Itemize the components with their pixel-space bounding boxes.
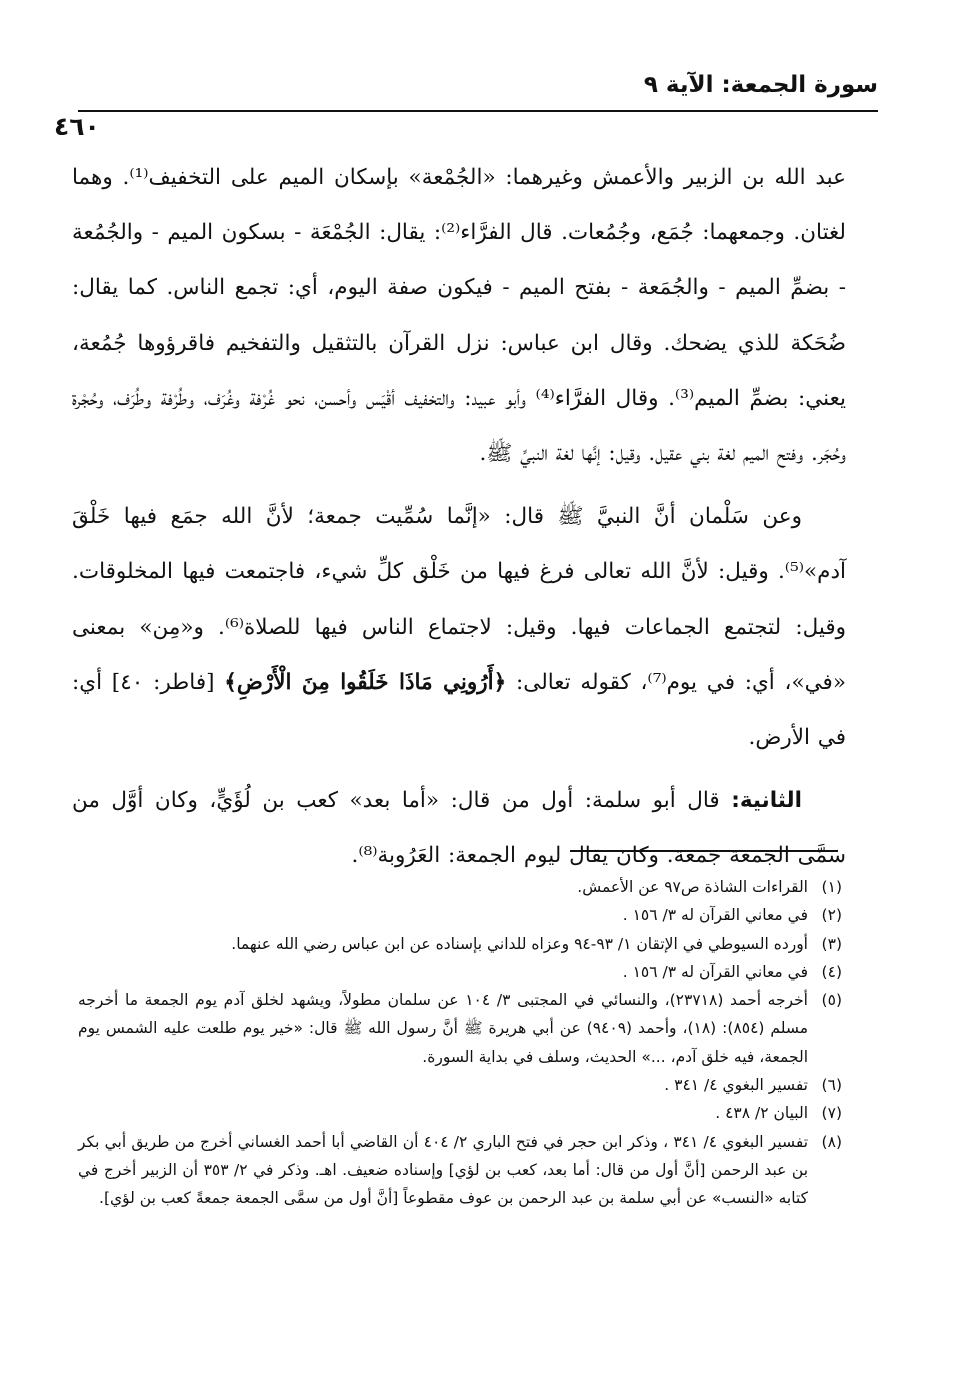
footnote-text: القراءات الشاذة ص٩٧ عن الأعمش. — [577, 878, 808, 896]
footnote-number: (٥) — [821, 991, 842, 1010]
section-lead: الثانية: — [731, 788, 802, 814]
footnote-number: (١) — [821, 878, 842, 896]
footnote-number: (٧) — [821, 1104, 842, 1123]
footnote — [78, 958, 842, 986]
page-number: ٤٦٠ — [54, 112, 100, 141]
footnote — [78, 873, 842, 901]
footnote-text: تفسير البغوي ٤/ ٣٤١ ، وذكر ابن حجر في فتح الباري ٢/ ٤٠٤ أن القاضي أبا أحمد الغساني أخرج من طريق أبي بكر بن عبد الرحمن [أنَّ أول من قال: أما بعد، كعب بن لؤي] وإسناده ضعيف. اهـ. وذكر في ٢/ ٣٥٣ أن الزبير أخرج في كتابه «النسب» عن أبي سلمة بن عبد الرحمن بن عوف مقطوعاً [أنَّ أول من سمَّى الجمعة جمعةً كعب بن لؤي]. — [78, 1132, 809, 1208]
footnote-number: (٨) — [821, 1132, 842, 1151]
footnote-text: أورده السيوطي في الإتقان ١/ ٩٣-٩٤ وعزاه للداني بإسناده عن ابن عباس رضي الله عنهما. — [231, 934, 808, 953]
footnote — [78, 1071, 842, 1099]
paragraph — [72, 773, 846, 883]
main-text — [72, 150, 846, 884]
footnote-number: (٣) — [821, 934, 842, 953]
footnote-text: أخرجه أحمد (٢٣٧١٨)، والنسائي في المجتبى ٣/ ١٠٤ عن سلمان مطولاً، ويشهد لخلق آدم يوم الجمعة ما أخرجه مسلم (٨٥٤): (١٨)، وأحمد (٩٤٠٩) عن أبي هريرة ﷺ أنَّ رسول الله ﷺ قال: «خير يوم طلعت عليه الشمس يوم الجمعة، فيه خلق آدم، ...» الحديث، وسلف في بداية السورة. — [78, 991, 808, 1066]
header-divider — [78, 110, 878, 112]
running-title: سورة الجمعة: الآية ٩ — [643, 72, 878, 98]
paragraph: عبد الله بن الزبير والأعمش وغيرهما: «الجُمْعة» بإسكان الميم على التخفيف⁽¹⁾. وهما لغتان. وجمعهما: جُمَع، وجُمُعات. قال الفرَّاء⁽²⁾: يقال: الجُمْعَة - بسكون الميم - والجُمُعة - بضمِّ الميم - والجُمَعة - بفتح الميم - فيكون صفة اليوم، أي: تجمع الناس. كما يقال: ضُحَكة للذي يضحك. وقال ابن عباس: نزل القرآن بالتثقيل والتفخيم فاقرؤوها جُمُعة، يعني: بضمِّ الميم⁽³⁾. وقال الفرَّاء⁽⁴⁾ وأبو عبيد: والتخفيف أقْيَس وأحسن، نحو غُرْفة وغُرَف، وطُرْفة وطُرَف، وحُجْرة وحُجَر. وفتح الميم لغة بني عقيل. وقيل: إنَّها لغة النبيِّ ﷺ. — [72, 165, 846, 467]
paragraph-text: قال أبو سلمة: أول من قال: «أما بعد» كعب بن لُؤَيٍّ، وكان أوَّل من سَمَّى الجمعة جمعة. وكان يقال ليوم الجمعة: العَرُوبة⁽⁸⁾. — [72, 788, 846, 869]
footnote — [78, 986, 842, 1071]
footnote — [78, 1099, 842, 1127]
paragraph-text: [فاطر: ٤٠] أي: في الأرض. — [72, 669, 846, 751]
page-header — [78, 72, 878, 106]
footnote-number: (٤) — [821, 962, 842, 981]
footnote-text: في معاني القرآن له ٣/ ١٥٦ . — [622, 962, 808, 981]
paragraph-text: وعن سَلْمان أنَّ النبيَّ ﷺ قال: «إنَّما سُمِّيت جمعة؛ لأنَّ الله جمَع فيها خَلْقَ آدم»⁽⁵⁾. وقيل: لأنَّ الله تعالى فرغ فيها من خَلْق كلِّ شيء، فاجتمعت فيها المخلوقات. وقيل: لتجتمع الجماعات فيها. وقيل: لاجتماع الناس فيها للصلاة⁽⁶⁾. و«مِن» بمعنى «في»، أي: في يوم⁽⁷⁾، كقوله تعالى: — [72, 504, 846, 695]
quran-verse: ﴿أَرُونِي مَاذَا خَلَقُوا مِنَ الْأَرْضِ﴾ — [224, 669, 507, 695]
paragraph — [72, 489, 846, 765]
footnote-number: (٢) — [821, 906, 842, 925]
footnote-text: تفسير البغوي ٤/ ٣٤١ . — [664, 1076, 808, 1095]
footnote — [78, 930, 842, 958]
footnotes — [78, 873, 842, 1213]
footnote-number: (٦) — [821, 1076, 842, 1095]
footnote-text: البيان ٢/ ٤٣٨ . — [715, 1104, 808, 1123]
footnote — [78, 1128, 842, 1213]
footnote-text: في معاني القرآن له ٣/ ١٥٦ . — [622, 906, 808, 925]
footnote — [78, 901, 842, 929]
footnote-divider — [570, 850, 838, 852]
